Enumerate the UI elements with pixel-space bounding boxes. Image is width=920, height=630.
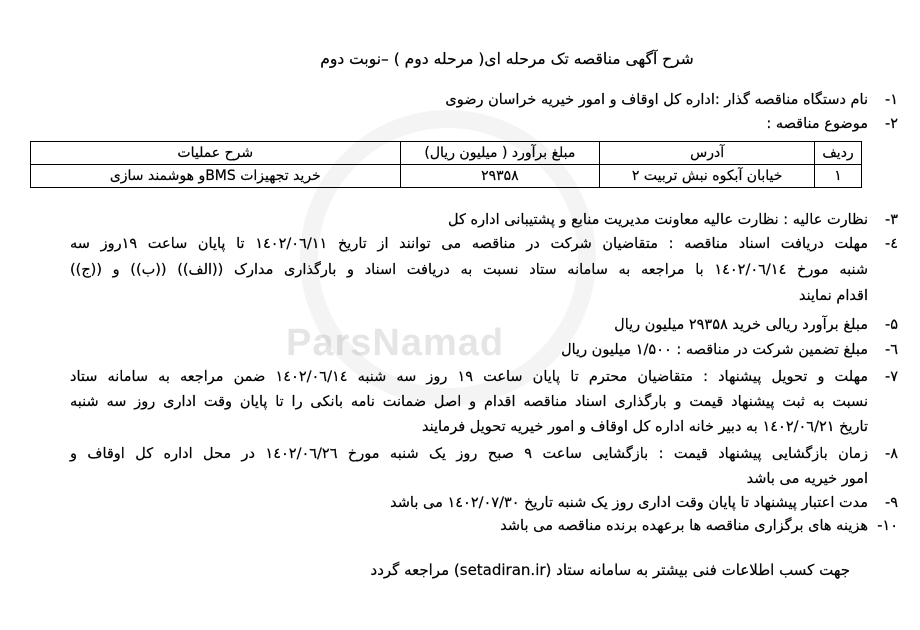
item-number: ۸- (884, 446, 898, 462)
item-number: ۳- (884, 212, 898, 228)
item-text-line: نسبت به ثبت پیشنهاد قیمت و بارگذاری اسناد مناقصه اقدام و اصل ضمانت نامه بانکی را تا پایان وقت اداری روز سه شنبه (70, 394, 868, 410)
list-item (70, 313, 898, 338)
table-cell-address: خیابان آبکوه نبش تربیت ۲ (600, 165, 815, 188)
item-text: مبلغ تضمین شرکت در مناقصه : ۱/۵۰۰ میلیون ریال (561, 342, 868, 358)
list-item (70, 208, 898, 233)
item-text-line: تاریخ ۱٤۰۲/۰٦/۲۱ به دبیر خانه اداره کل اوقاف و امور خیریه تحویل فرمایند (421, 419, 868, 435)
list-item (70, 338, 898, 363)
table-header-estimate: مبلغ برآورد ( میلیون ریال) (400, 142, 600, 165)
item-text-line: زمان بازگشایی پیشنهاد قیمت : بازگشایی ساعت ۹ صبح روز یک شنبه مورخ ۱٤۰۲/۰٦/۲٦ در محل اداره کل اوقاف و (70, 446, 868, 462)
table-header-address: آدرس (600, 142, 815, 165)
list-item (70, 365, 898, 440)
item-text-line: مهلت و تحویل پیشنهاد : متقاضیان محترم تا پایان ساعت ۱۹ روز سه شنبه ۱٤۰۲/۰٦/۱٤ ضمن مراجعه به سامانه ستاد (70, 369, 869, 385)
table-row (31, 165, 862, 188)
table-header-row-number: ردیف (815, 142, 862, 165)
item-text: موضوع مناقصه : (766, 116, 868, 132)
footer-note: جهت کسب اطلاعات فنی بیشتر به سامانه ستاد (setadiran.ir) مراجعه گردد (370, 561, 850, 579)
item-number: ٦- (884, 342, 898, 358)
item-number: ۹- (884, 495, 898, 511)
item-number: ۵- (884, 317, 898, 333)
list-item (70, 231, 898, 309)
table-cell-description: خرید تجهیزات BMSو هوشمند سازی (31, 165, 401, 188)
item-text: مبلغ برآورد ریالی خرید ۲۹۳۵۸ میلیون ریال (614, 317, 868, 333)
item-number: ۱- (884, 92, 898, 108)
item-text-line: شنبه مورخ ۱٤۰۲/۰٦/۱٤ با مراجعه به سامانه ستاد نسبت به دریافت اسناد و بارگذاری مدارک ((الف)) ((ب)) و ((ج)) (70, 262, 869, 278)
item-text-line: امور خیریه می باشد (746, 470, 868, 487)
item-number: ۱۰- (877, 518, 898, 534)
list-item (70, 514, 898, 539)
item-text-line: اقدام نمایند (798, 288, 868, 304)
list-item (70, 491, 898, 516)
list-item (70, 442, 898, 491)
table-cell-estimate: ۲۹۳۵۸ (400, 165, 600, 188)
item-text: مدت اعتبار پیشنهاد تا پایان وقت اداری روز یک شنبه تاریخ ۱٤۰۲/۰۷/۳۰ می باشد (390, 495, 868, 511)
list-item (70, 88, 898, 113)
table-header-row (31, 142, 862, 165)
item-text: نام دستگاه مناقصه گذار :اداره کل اوقاف و امور خیریه خراسان رضوی (445, 92, 868, 108)
item-number: ۷- (884, 369, 898, 385)
item-number: ۲- (884, 116, 898, 132)
watermark: ParsNamad (286, 322, 505, 364)
table-cell-row-number: ۱ (815, 165, 862, 188)
page-title: شرح آگهی مناقصه تک مرحله ای( مرحله دوم ) –نوبت دوم (320, 50, 694, 68)
item-text: هزینه های برگزاری مناقصه ها برعهده برنده مناقصه می باشد (500, 518, 868, 534)
item-number: ٤- (884, 236, 898, 252)
item-text: نظارت عالیه : نظارت عالیه معاونت مدیریت منابع و پشتیبانی اداره کل (448, 212, 868, 228)
list-item (70, 112, 898, 137)
item-text-line: مهلت دریافت اسناد مناقصه : متقاضیان شرکت در مناقصه می توانند از تاریخ ۱٤۰۲/۰٦/۱۱ تا پایان ساعت ۱۹روز سه (70, 236, 868, 252)
tender-table (30, 141, 862, 188)
table-header-description: شرح عملیات (31, 142, 401, 165)
